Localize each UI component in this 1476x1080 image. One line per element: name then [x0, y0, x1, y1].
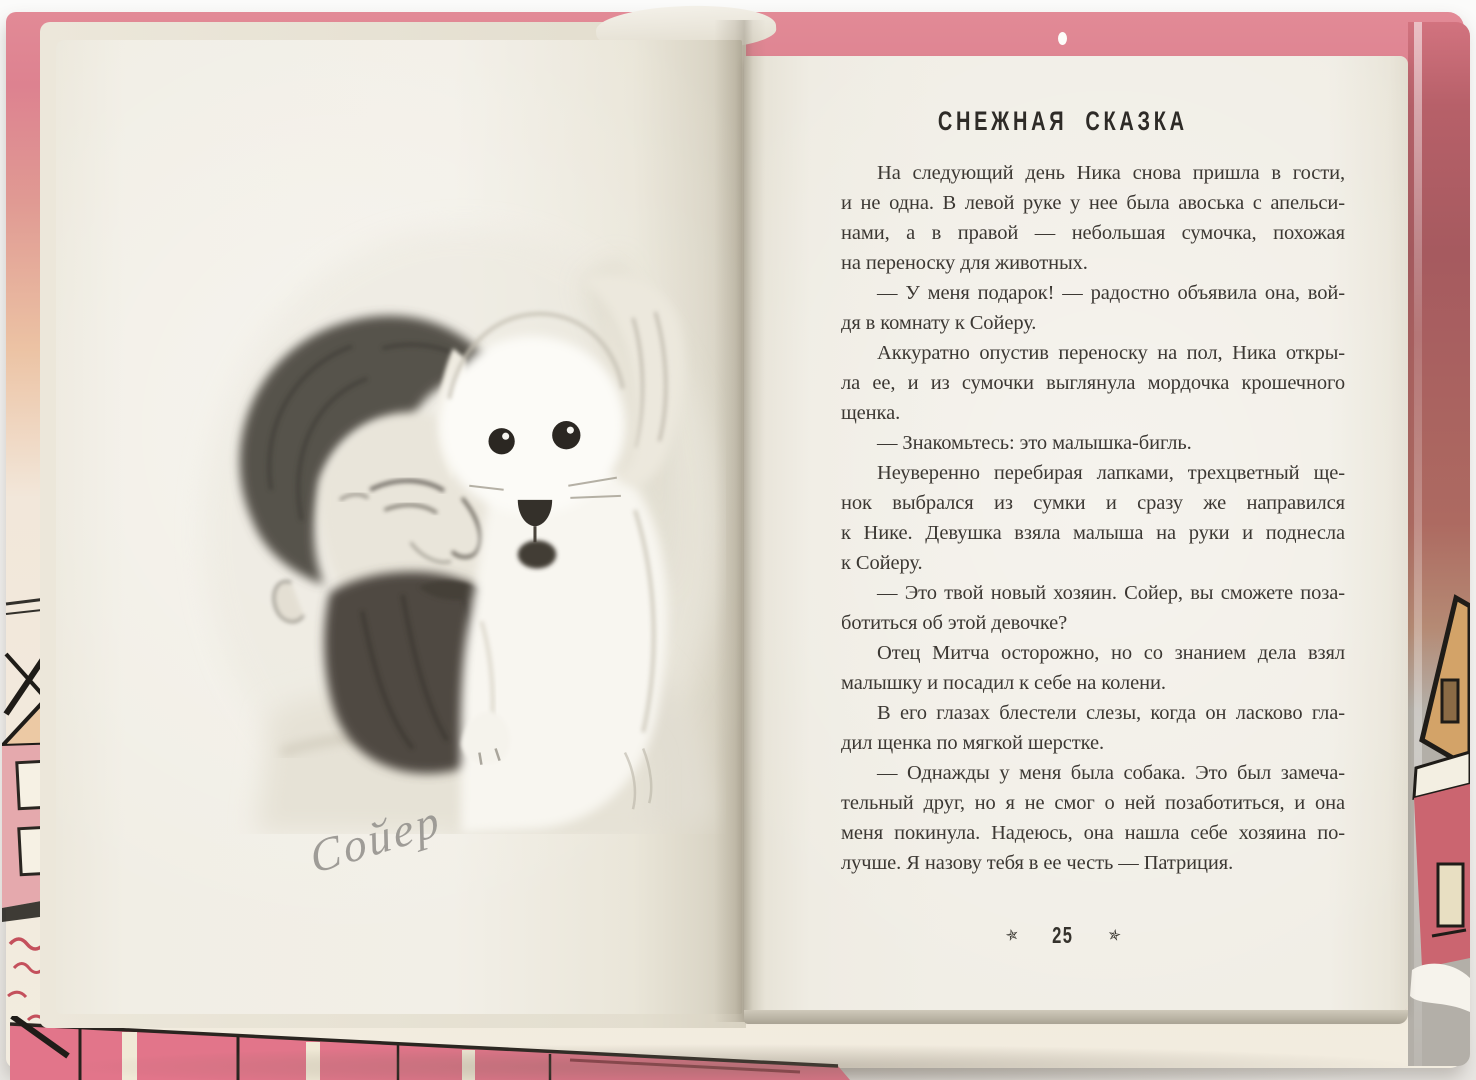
right-page — [744, 56, 1408, 1012]
cover-snowflake-dot — [1058, 32, 1067, 45]
text-line: на переноску для животных. — [841, 252, 1088, 274]
book-gutter-shadow — [714, 20, 766, 1022]
text-line: — Однажды у меня была собака. Это был замеча- — [877, 762, 1345, 784]
page-footer — [744, 922, 1382, 949]
chapter-title: СНЕЖНАЯ СКАЗКА — [938, 106, 1188, 136]
text-line: Аккуратно опустив переноску на пол, Ника откры- — [877, 342, 1345, 364]
text-line: Неуверенно перебирая лапками, трехцветный ще- — [877, 462, 1345, 484]
cover-art-house-right-icon — [1400, 540, 1470, 1040]
text-line: дя в комнату к Сойеру. — [841, 312, 1037, 334]
left-page — [56, 40, 742, 1014]
text-line: нами, а в правой — небольшая сумочка, похожая — [841, 222, 1345, 244]
text-line: к Нике. Девушка взяла малыша на руки и поднесла — [841, 522, 1345, 544]
text-line: и не одна. В левой руке у нее была авоська с апельси- — [841, 192, 1345, 214]
text-line: щенка. — [841, 402, 901, 424]
man-with-puppy-illustration — [160, 186, 726, 834]
text-line: лучше. Я назову тебя в ее честь — Патриция. — [841, 852, 1234, 874]
text-line: меня покинула. Надеюсь, она нашла себе хозяина по- — [841, 822, 1345, 844]
text-line: — Знакомьтесь: это малышка-бигль. — [877, 432, 1192, 454]
handwritten-name: Сойер — [306, 793, 446, 884]
text-line: — Это твой новый хозяин. Сойер, вы сможете поза- — [877, 582, 1345, 604]
star-icon: ✯ — [1106, 925, 1122, 945]
text-line: нок выбрался из сумки и сразу же направился — [841, 492, 1345, 514]
text-line: к Сойеру. — [841, 552, 923, 574]
page-bottom-edge — [744, 1010, 1408, 1024]
text-line: Отец Митча осторожно, но со знанием дела взял — [877, 642, 1345, 664]
text-line: На следующий день Ника снова пришла в гости, — [877, 162, 1345, 184]
page-number: 25 — [1052, 922, 1074, 948]
body-text — [841, 158, 1345, 878]
text-line: В его глазах блестели слезы, когда он ласково гла- — [877, 702, 1345, 724]
text-line: тельный друг, но я не смог о ней позаботиться, и она — [841, 792, 1345, 814]
star-icon: ✯ — [1003, 924, 1021, 946]
text-line: — У меня подарок! — радостно объявила она, вой- — [877, 282, 1345, 304]
text-line: ла ее, и из сумочки выглянула мордочка крошечного — [841, 372, 1345, 394]
text-line: дил щенка по мягкой шерстке. — [841, 732, 1104, 754]
text-line: малышку и посадил к себе на колени. — [841, 672, 1166, 694]
text-line: ботиться об этой девочке? — [841, 612, 1068, 634]
